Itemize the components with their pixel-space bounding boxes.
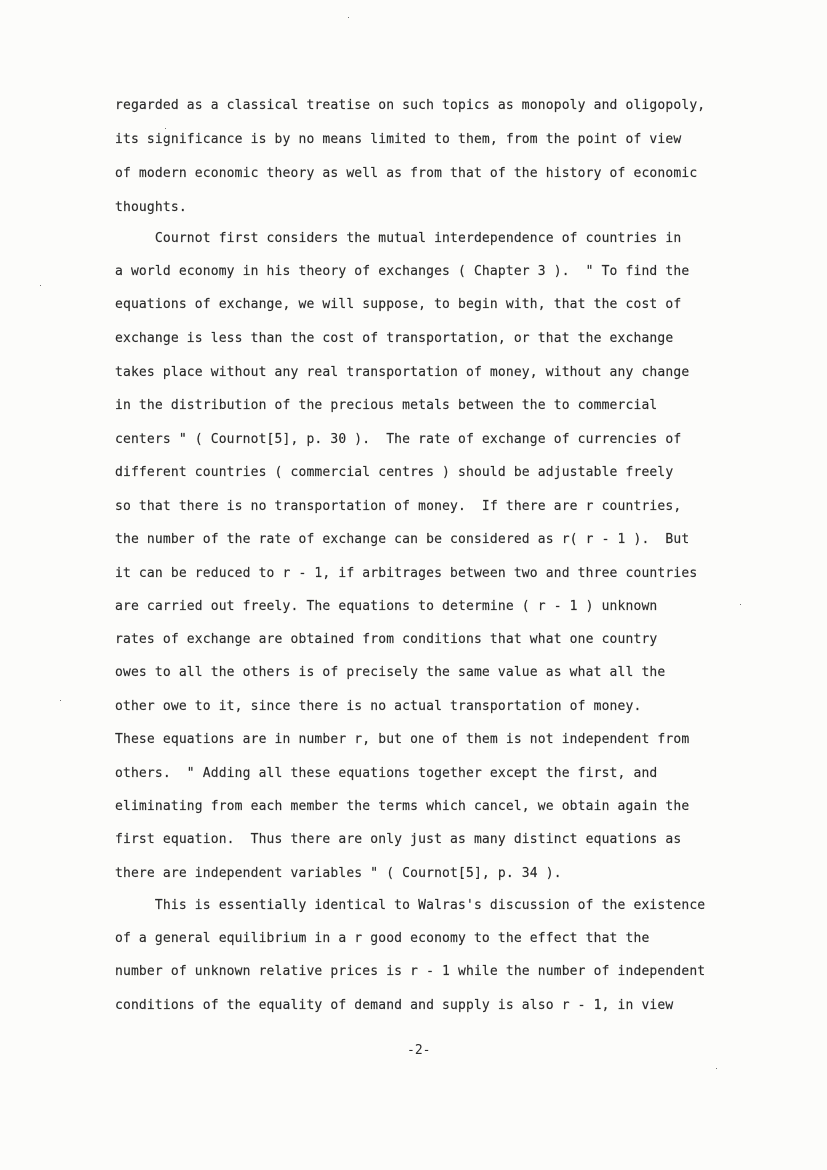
text-line-24: there are independent variables " ( Cournot[5], p. 34 ).	[115, 866, 562, 881]
text-line-9: takes place without any real transportation of money, without any change	[115, 365, 690, 380]
text-line-11: centers " ( Cournot[5], p. 30 ). The rate of exchange of currencies of	[115, 432, 682, 447]
text-line-10: in the distribution of the precious metals between the to commercial	[115, 398, 658, 413]
text-line-17: rates of exchange are obtained from conditions that what one country	[115, 632, 658, 647]
text-line-4: thoughts.	[115, 200, 187, 215]
text-line-28: conditions of the equality of demand and supply is also r - 1, in view	[115, 998, 674, 1013]
scan-speck	[740, 604, 741, 605]
text-line-16: are carried out freely. The equations to determine ( r - 1 ) unknown	[115, 599, 658, 614]
text-line-8: exchange is less than the cost of transportation, or that the exchange	[115, 331, 674, 346]
scan-speck	[60, 700, 61, 701]
scan-speck	[716, 1068, 717, 1069]
text-line-2: its significance is by no means limited to them, from the point of view	[115, 132, 682, 147]
page-number: -2-	[407, 1043, 431, 1058]
text-line-6: a world economy in his theory of exchanges ( Chapter 3 ). " To find the	[115, 264, 690, 279]
text-line-25: This is essentially identical to Walras's discussion of the existence	[115, 898, 706, 913]
text-line-26: of a general equilibrium in a r good economy to the effect that the	[115, 931, 650, 946]
text-line-3: of modern economic theory as well as from that of the history of economic	[115, 166, 698, 181]
text-line-20: These equations are in number r, but one of them is not independent from	[115, 732, 690, 747]
text-line-21: others. " Adding all these equations together except the first, and	[115, 766, 658, 781]
text-line-7: equations of exchange, we will suppose, to begin with, that the cost of	[115, 297, 682, 312]
text-line-18: owes to all the others is of precisely the same value as what all the	[115, 665, 666, 680]
scan-speck	[165, 128, 166, 129]
text-line-23: first equation. Thus there are only just as many distinct equations as	[115, 832, 682, 847]
text-line-13: so that there is no transportation of money. If there are r countries,	[115, 499, 682, 514]
text-line-15: it can be reduced to r - 1, if arbitrages between two and three countries	[115, 566, 698, 581]
text-line-14: the number of the rate of exchange can be considered as r( r - 1 ). But	[115, 532, 690, 547]
text-line-22: eliminating from each member the terms which cancel, we obtain again the	[115, 799, 690, 814]
scan-speck	[348, 17, 349, 18]
text-line-19: other owe to it, since there is no actual transportation of money.	[115, 699, 642, 714]
text-line-1: regarded as a classical treatise on such topics as monopoly and oligopoly,	[115, 98, 706, 113]
text-line-27: number of unknown relative prices is r - 1 while the number of independent	[115, 964, 706, 979]
text-line-5: Cournot first considers the mutual interdependence of countries in	[115, 231, 682, 246]
text-line-12: different countries ( commercial centres ) should be adjustable freely	[115, 465, 674, 480]
scan-speck	[40, 285, 41, 286]
